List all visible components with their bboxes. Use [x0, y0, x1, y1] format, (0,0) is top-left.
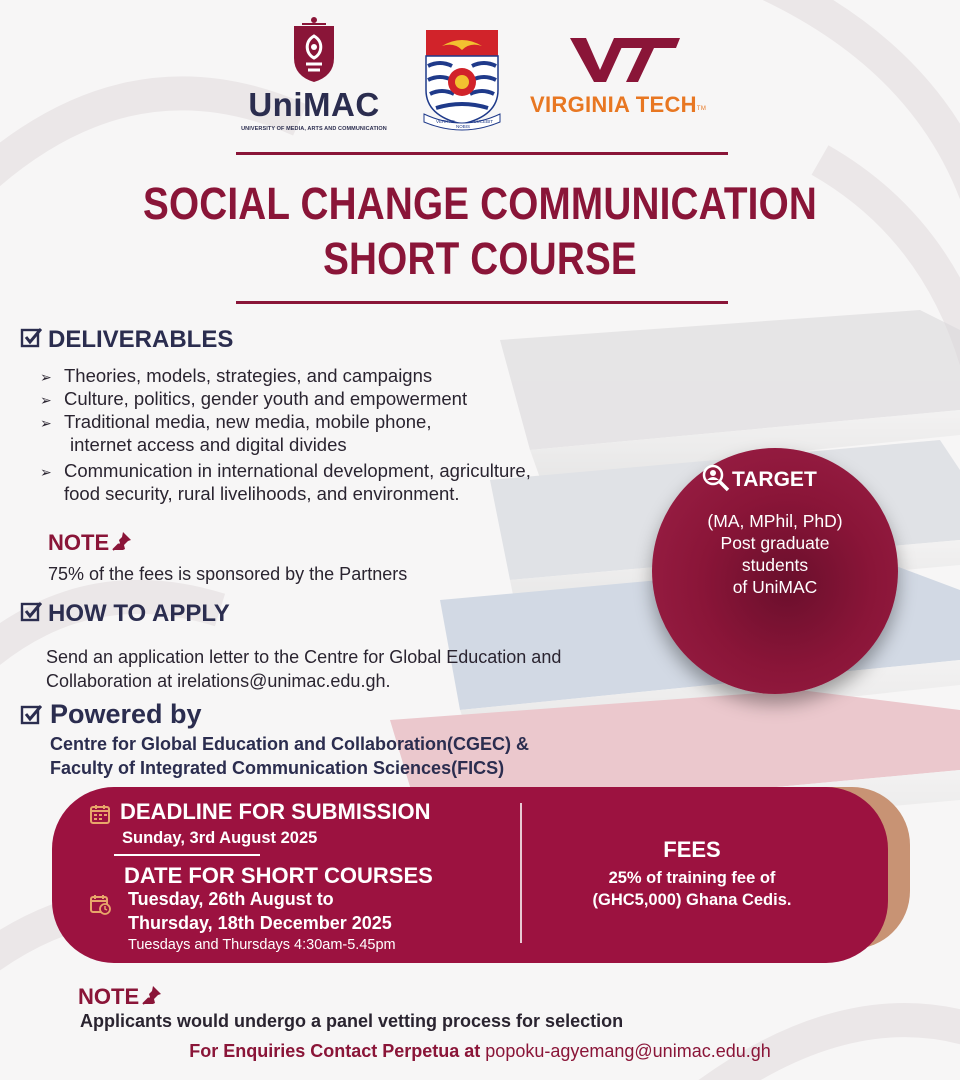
deliverable-item: ➢ Culture, politics, gender youth and empowerment — [40, 388, 468, 409]
pushpin-icon — [141, 984, 163, 1006]
search-person-icon — [702, 464, 730, 492]
deliverable-item-continuation: food security, rural livelihoods, and environment. — [64, 483, 460, 504]
deliverable-item: ➢ Traditional media, new media, mobile phone, — [40, 411, 432, 432]
course-dates-line: Tuesday, 26th August to — [128, 889, 334, 909]
calendar-icon — [89, 803, 111, 825]
unimac-subtitle: UNIVERSITY OF MEDIA, ARTS AND COMMUNICATION — [241, 126, 387, 132]
how-to-apply-heading: HOW TO APPLY — [48, 600, 230, 627]
deadline-heading: DEADLINE FOR SUBMISSION — [120, 799, 431, 824]
deliverable-item: ➢ Theories, models, strategies, and campaigns — [40, 365, 433, 386]
target-heading: TARGET — [732, 468, 817, 491]
course-dates-line: Thursday, 18th December 2025 — [128, 913, 392, 933]
enquiries-email-link[interactable]: popoku-agyemang@unimac.edu.gh — [485, 1041, 771, 1061]
ucc-motto-left: VERITAS — [436, 119, 455, 124]
how-to-apply-text: Send an application letter to the Centre for Global Education and — [46, 647, 562, 667]
vt-monogram-icon — [568, 34, 688, 86]
how-to-apply-text: Collaboration at irelations@unimac.edu.gh. — [46, 671, 391, 691]
deadline-date: Sunday, 3rd August 2025 — [122, 829, 318, 847]
powered-by-line: Faculty of Integrated Communication Sciences(FICS) — [50, 758, 505, 778]
deadline-underline — [114, 854, 260, 856]
course-schedule: Tuesdays and Thursdays 4:30am-5.45pm — [128, 937, 396, 953]
ucc-motto-right: LUCEBIT — [474, 119, 494, 124]
note-label: NOTE — [78, 984, 163, 1010]
calendar-clock-icon — [89, 893, 111, 915]
unimac-wordmark: UniMAC — [248, 86, 380, 123]
note-label: NOTE — [48, 530, 133, 556]
target-circle — [652, 448, 898, 694]
pushpin-icon — [111, 530, 133, 552]
checkbox-checked-icon — [20, 327, 42, 349]
powered-by-heading: Powered by — [50, 699, 202, 729]
dates-fees-banner — [52, 787, 888, 963]
target-body: (MA, MPhil, PhD) Post graduate students of UniMAC — [707, 511, 843, 597]
deliverables-heading: DELIVERABLES — [48, 326, 234, 353]
fees-line: (GHC5,000) Ghana Cedis. — [592, 891, 792, 909]
ucc-crest-icon — [420, 28, 504, 132]
ucc-crest-logo — [420, 28, 504, 132]
unimac-shield-icon — [238, 14, 390, 84]
ucc-motto-center: NOBIS — [456, 124, 471, 129]
deliverable-item: ➢ Communication in international development, agriculture, — [40, 460, 531, 481]
short-courses-heading: DATE FOR SHORT COURSES — [124, 863, 433, 888]
fees-heading: FEES — [663, 837, 721, 862]
checkbox-checked-icon — [20, 601, 42, 623]
note-text: 75% of the fees is sponsored by the Partners — [48, 564, 408, 584]
checkbox-checked-icon — [20, 704, 42, 726]
enquiries-label: For Enquiries Contact Perpetua at — [189, 1041, 481, 1061]
vt-wordmark: VIRGINIA TECH™ — [530, 92, 707, 117]
deliverable-item-continuation: internet access and digital divides — [70, 434, 347, 455]
unimac-logo — [238, 14, 390, 132]
virginia-tech-logo — [528, 34, 728, 124]
page-title: SOCIAL CHANGE COMMUNICATION SHORT COURSE — [143, 178, 817, 284]
top-rule — [236, 152, 728, 155]
powered-by-line: Centre for Global Education and Collaboration(CGEC) & — [50, 734, 530, 754]
enquiries-line — [0, 1041, 960, 1062]
vetting-note-text: Applicants would undergo a panel vetting process for selection — [80, 1011, 624, 1031]
bottom-title-rule — [236, 301, 728, 304]
fees-line: 25% of training fee of — [608, 869, 776, 887]
